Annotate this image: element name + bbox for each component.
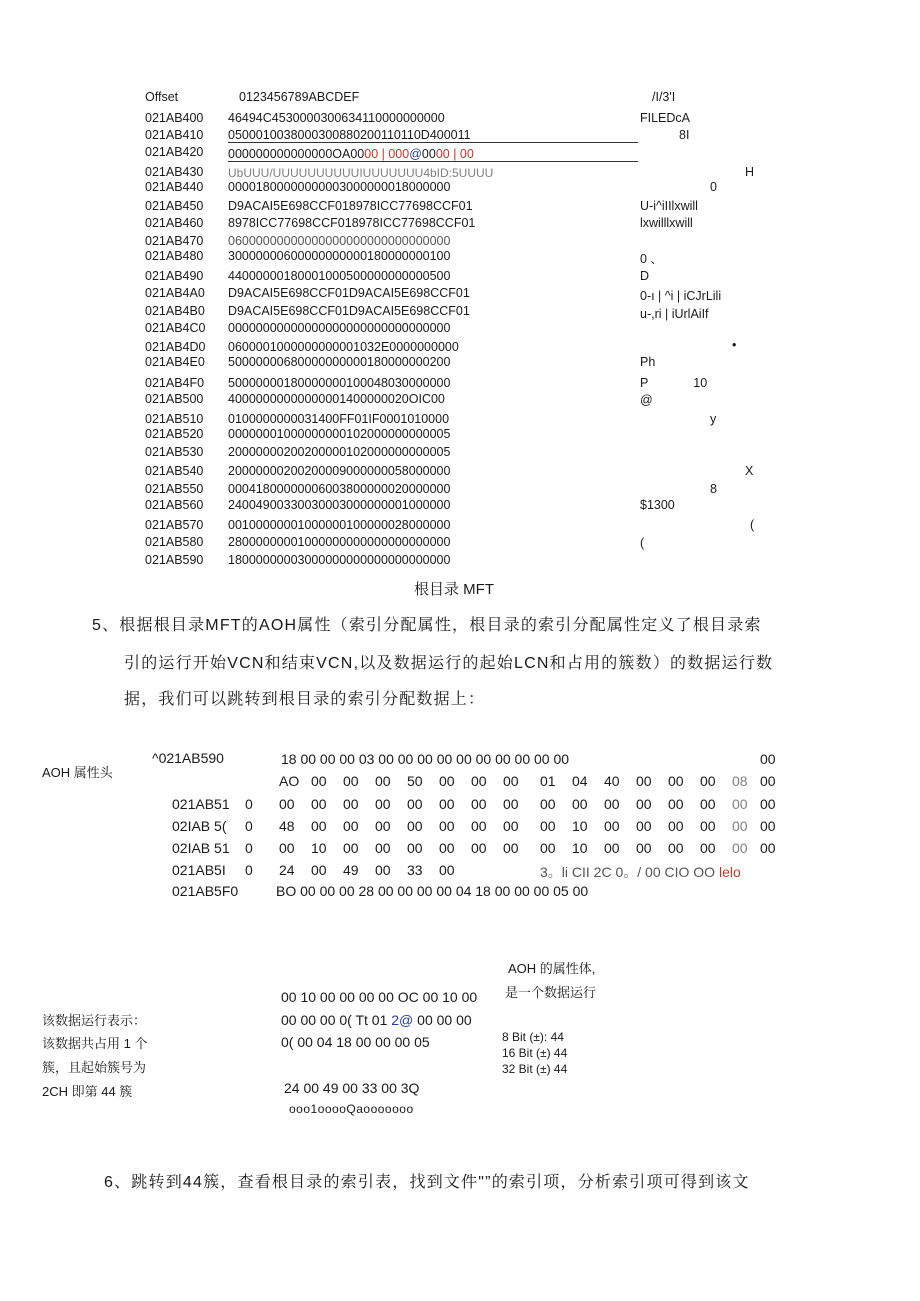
aoh-byte-cell: 00 xyxy=(604,796,620,812)
hex-row-ascii: ( xyxy=(640,536,645,550)
hex-row-address: 021AB460 xyxy=(145,216,204,230)
hex-row-address: 021AB500 xyxy=(145,392,204,406)
aoh-byte-cell: 00 xyxy=(540,818,556,834)
hex-row-bytes: 50000000180000000100048030000000 xyxy=(228,376,451,390)
hex-row-bytes: 00100000001000000100000028000000 xyxy=(228,518,451,532)
aoh-byte-cell: 00 xyxy=(279,840,295,856)
hex-row-ascii: lxwilllxwill xyxy=(640,216,693,230)
aoh-byte-cell: 00 xyxy=(503,818,519,834)
aoh-row-bytes: BO 00 00 00 28 00 00 00 00 04 18 00 00 00 05 00 xyxy=(276,883,589,899)
aoh-row-address: 021AB5I xyxy=(172,862,226,878)
hex-row-bytes: 00041800000006003800000020000000 xyxy=(228,482,451,496)
hex-row-bytes: 44000000180001000500000000000500 xyxy=(228,269,451,283)
aoh-byte-cell: 00 xyxy=(471,773,487,789)
bits-8-value: 8 Bit (±): 44 xyxy=(502,1030,564,1044)
datarun-explain-4: 2CH 即第 44 簇 xyxy=(42,1084,133,1099)
hex-segment-highlight: 00 | 00 xyxy=(435,147,474,161)
aoh-byte-cell: 01 xyxy=(540,773,556,789)
hex-row-address: 021AB560 xyxy=(145,498,204,512)
aoh-byte-cell: 00 xyxy=(732,840,748,856)
aoh-row-address: 021AB51 xyxy=(172,796,230,812)
hex-row-ascii: U-i^iIIlxwill xyxy=(640,199,698,213)
hex-row-bytes: 50000000680000000000180000000200 xyxy=(228,355,451,369)
datarun-line-1: 00 10 00 00 00 00 OC 00 10 00 xyxy=(281,989,478,1005)
hex-row-ascii: FILEDcA xyxy=(640,111,691,125)
aoh-byte-cell: 00 xyxy=(343,773,359,789)
aoh-byte-cell: 00 xyxy=(540,840,556,856)
aoh-byte-cell: 00 xyxy=(407,818,423,834)
aoh-row-address: ^021AB590 xyxy=(152,750,224,766)
hex-segment-at: @ xyxy=(409,147,422,161)
aoh-byte-cell: 00 xyxy=(439,818,455,834)
aoh-byte-cell: 00 xyxy=(343,840,359,856)
aoh-byte-cell: 10 xyxy=(311,840,327,856)
aoh-byte-cell: 00 xyxy=(540,796,556,812)
aoh-row-bytes: 18 00 00 00 03 00 00 00 00 00 00 00 00 00 00 xyxy=(281,751,570,767)
aoh-byte-cell: 00 xyxy=(700,773,716,789)
aoh-byte-cell: 00 xyxy=(604,818,620,834)
aoh-byte-cell: 00 xyxy=(668,796,684,812)
hex-row-bytes: 24004900330030003000000001000000 xyxy=(228,498,451,512)
hex-segment-highlight: 00 | 000 xyxy=(364,147,410,161)
aoh-byte-cell: 00 xyxy=(636,818,652,834)
aoh-byte-cell: 00 xyxy=(503,840,519,856)
hex-row-bytes: 06000000000000000000000000000000 xyxy=(228,234,451,248)
aoh-row-tail xyxy=(540,862,741,882)
aoh-byte-cell: 00 xyxy=(732,818,748,834)
hex-row-address: 021AB470 xyxy=(145,234,204,248)
hex-row-ascii: y xyxy=(710,412,717,426)
aoh-byte-cell: 00 xyxy=(471,796,487,812)
hex-row-bytes: 30000000600000000000180000000100 xyxy=(228,249,451,263)
aoh-byte-cell: 00 xyxy=(668,840,684,856)
hex-row-address: 021AB450 xyxy=(145,199,204,213)
hex-row-ascii: 8 xyxy=(710,482,717,496)
hex-row-ascii: • xyxy=(732,338,737,352)
hex-segment: 000000000000000OA00 xyxy=(228,147,365,161)
hex-row-bytes: 18000000003000000000000000000000 xyxy=(228,553,451,567)
hex-row-address: 021AB510 xyxy=(145,412,204,426)
aoh-byte-cell: 40 xyxy=(604,773,620,789)
aoh-byte-cell: 00 xyxy=(604,840,620,856)
hex-row-ascii: ( xyxy=(750,518,755,532)
aoh-byte-cell: 00 xyxy=(700,796,716,812)
hex-row-bytes: 20000000200200000102000000000005 xyxy=(228,445,451,459)
datarun-explain-3: 簇，且起始簇号为 xyxy=(42,1060,147,1075)
hex-row-address: 021AB520 xyxy=(145,427,204,441)
paragraph-5-line-1: 5、根据根目录MFT的AOH属性（索引分配属性，根目录的索引分配属性定义了根目录索 xyxy=(92,617,762,634)
hex-row-address: 021AB540 xyxy=(145,464,204,478)
hex-row-address: 021AB420 xyxy=(145,145,204,159)
hex-row-address: 021AB400 xyxy=(145,111,204,125)
hex-row-ascii: 0 、 xyxy=(640,252,663,266)
aoh-byte-cell: 48 xyxy=(279,818,295,834)
hex-row-bytes: 20000000200200009000000058000000 xyxy=(228,464,451,478)
aoh-byte-cell: 00 xyxy=(279,796,295,812)
aoh-byte-cell: 49 xyxy=(343,862,359,878)
hex-row-address: 021AB480 xyxy=(145,249,204,263)
aoh-body-note-2: 是一个数据运行 xyxy=(505,985,597,1000)
aoh-byte-cell: 00 xyxy=(732,796,748,812)
hex-row-ascii: D xyxy=(640,269,650,283)
aoh-byte-cell: 00 xyxy=(375,796,391,812)
hex-row-bytes: 40000000000000001400000020OIC00 xyxy=(228,392,445,406)
aoh-byte-cell: 10 xyxy=(572,818,588,834)
datarun-explain-2: 该数据共占用 1 个 xyxy=(42,1036,148,1051)
aoh-byte-cell: AO xyxy=(279,773,300,789)
aoh-byte-cell: 00 xyxy=(375,862,391,878)
paragraph-5-line-2: 引的运行开始VCN和结束VCN,以及数据运行的起始LCN和占用的簇数）的数据运行数 xyxy=(124,655,774,672)
hex-row-address: 021AB490 xyxy=(145,269,204,283)
paragraph-6-line-1: 6、跳转到44簇，查看根目录的索引表，找到文件"”的索引项，分析索引项可得到该文 xyxy=(104,1174,750,1191)
aoh-row-column: 0 xyxy=(245,818,253,834)
hex-row-ascii: 8I xyxy=(679,128,690,142)
aoh-byte-cell: 00 xyxy=(760,773,776,789)
aoh-row-tail-text: 3。li CII 2C 0。/ 00 CIO OO xyxy=(540,864,716,880)
aoh-byte-cell: 00 xyxy=(636,773,652,789)
aoh-byte-cell: 33 xyxy=(407,862,423,878)
hex-row-bytes: 8978ICC77698CCF018978ICC77698CCF01 xyxy=(228,216,476,230)
aoh-row-column: 0 xyxy=(245,840,253,856)
hex-row-bytes: D9ACAI5E698CCF01D9ACAI5E698CCF01 xyxy=(228,286,470,300)
hex-row-address: 021AB4F0 xyxy=(145,376,205,390)
hex-row-bytes: 0100000000031400FF01IF0001010000 xyxy=(228,412,450,426)
datarun-line-5: ooo1ooooQaooooooo xyxy=(289,1102,414,1116)
paragraph-5-line-3: 据，我们可以跳转到根目录的索引分配数据上： xyxy=(124,691,486,708)
aoh-row-address: 02IAB 51 xyxy=(172,840,230,856)
aoh-byte-cell: 00 xyxy=(439,773,455,789)
aoh-byte-cell: 00 xyxy=(343,796,359,812)
datarun-line-2-highlight: 2@ xyxy=(391,1012,414,1028)
hex-row-ascii: u-,ri | iUrlAiIf xyxy=(640,307,709,321)
aoh-byte-cell: 00 xyxy=(311,862,327,878)
hex-row-address: 021AB4A0 xyxy=(145,286,205,300)
hex-row-bytes: D9ACAI5E698CCF018978ICC77698CCF01 xyxy=(228,199,473,213)
hex-segment: 00 xyxy=(421,147,436,161)
aoh-byte-cell: 00 xyxy=(311,818,327,834)
aoh-byte-cell: 00 xyxy=(439,840,455,856)
hex-row-bytes: 0600001000000000001032E0000000000 xyxy=(228,340,459,354)
bits-32-value: 32 Bit (±) 44 xyxy=(502,1062,568,1076)
hex-row-ascii: X xyxy=(745,464,754,478)
aoh-byte-cell: 00 xyxy=(503,773,519,789)
hex-row-address: 021AB590 xyxy=(145,553,204,567)
aoh-byte-cell: 10 xyxy=(572,840,588,856)
figure-caption: 根目录 MFT xyxy=(414,581,494,598)
hexdump-ascii-header: /I/3'I xyxy=(652,90,676,104)
hex-row-address: 021AB4C0 xyxy=(145,321,206,335)
hex-row-bytes: 00000001000000000102000000000005 xyxy=(228,427,451,441)
hex-row-address: 021AB4D0 xyxy=(145,340,206,354)
aoh-byte-cell: 00 xyxy=(439,796,455,812)
aoh-byte-cell: 08 xyxy=(732,773,748,789)
hex-row-ascii: 0 xyxy=(710,180,717,194)
aoh-row-address: 021AB5F0 xyxy=(172,883,239,899)
aoh-byte-cell: 00 xyxy=(636,840,652,856)
hexdump-offset-header: Offset xyxy=(145,90,179,104)
aoh-row-column: 0 xyxy=(245,862,253,878)
hex-row-bytes: 0500010038000300880200110110D400011 xyxy=(228,128,638,143)
hex-row-bytes: 28000000001000000000000000000000 xyxy=(228,535,451,549)
aoh-byte-cell: 00 xyxy=(471,840,487,856)
aoh-byte-cell: 00 xyxy=(375,818,391,834)
aoh-byte-cell: 00 xyxy=(439,862,455,878)
aoh-byte-cell: 04 xyxy=(572,773,588,789)
hex-row-bytes: 00000000000000000000000000000000 xyxy=(228,321,451,335)
hex-row-bytes: 46494C4530000300634110000000000 xyxy=(228,111,445,125)
aoh-byte-cell: 00 xyxy=(760,818,776,834)
hex-row-ascii: Ph xyxy=(640,355,656,369)
hex-row-address: 021AB4B0 xyxy=(145,304,205,318)
datarun-line-2 xyxy=(281,1012,472,1028)
hex-row-bytes xyxy=(228,147,638,162)
bits-16-value: 16 Bit (±) 44 xyxy=(502,1046,568,1060)
aoh-byte-cell: 00 xyxy=(471,818,487,834)
datarun-line-2-c: 00 00 00 xyxy=(413,1012,472,1028)
hex-row-bytes: D9ACAI5E698CCF01D9ACAI5E698CCF01 xyxy=(228,304,470,318)
aoh-byte-cell: 00 xyxy=(760,840,776,856)
hex-row-ascii: H xyxy=(745,165,755,179)
aoh-byte-cell: 00 xyxy=(375,773,391,789)
hex-row-ascii: @ xyxy=(640,393,653,407)
hex-row-ascii: P 10 xyxy=(640,376,708,390)
hex-row-address: 021AB430 xyxy=(145,165,204,179)
hex-row-address: 021AB550 xyxy=(145,482,204,496)
hex-row-address: 021AB570 xyxy=(145,518,204,532)
aoh-row-tail-red: lelo xyxy=(718,864,741,880)
hex-row-address: 021AB4E0 xyxy=(145,355,205,369)
aoh-byte-cell: 00 xyxy=(668,818,684,834)
aoh-row-column: 0 xyxy=(245,796,253,812)
hex-row-address: 021AB440 xyxy=(145,180,204,194)
hex-row-ascii: $1300 xyxy=(640,498,675,512)
aoh-byte-cell: 00 xyxy=(407,840,423,856)
hex-row-ascii: 0-ı | ^i | iCJrLili xyxy=(640,289,722,303)
aoh-byte-cell: 00 xyxy=(311,773,327,789)
aoh-byte-cell: 00 xyxy=(668,773,684,789)
datarun-explain-1: 该数据运行表示： xyxy=(42,1013,147,1028)
aoh-body-note-1: AOH 的属性体, xyxy=(508,961,596,976)
aoh-byte-cell: 00 xyxy=(375,840,391,856)
aoh-byte-cell: 50 xyxy=(407,773,423,789)
datarun-line-2-a: 00 00 00 0( Tt 01 xyxy=(281,1012,392,1028)
hex-row-address: 021AB410 xyxy=(145,128,204,142)
hexdump-columns-header: 0123456789ABCDEF xyxy=(239,90,360,104)
hex-row-bytes: 00001800000000003000000018000000 xyxy=(228,180,451,194)
aoh-byte-cell: 00 xyxy=(700,840,716,856)
aoh-byte-cell: 00 xyxy=(636,796,652,812)
aoh-byte-cell: 00 xyxy=(311,796,327,812)
datarun-line-4: 24 00 49 00 33 00 3Q xyxy=(284,1080,420,1096)
aoh-byte-cell: 24 xyxy=(279,862,295,878)
aoh-byte-cell: 00 xyxy=(760,796,776,812)
aoh-byte-cell: 00 xyxy=(572,796,588,812)
hex-row-bytes: UbUUU/UUUUUUUUUUIUUUUUUU4bID:5UUUU xyxy=(228,166,494,180)
hex-row-address: 021AB580 xyxy=(145,535,204,549)
datarun-line-3: 0( 00 04 18 00 00 00 05 xyxy=(281,1034,430,1050)
aoh-row-bytes-tail: 00 xyxy=(760,751,776,767)
aoh-row-address: 02IAB 5( xyxy=(172,818,227,834)
aoh-byte-cell: 00 xyxy=(503,796,519,812)
aoh-byte-cell: 00 xyxy=(407,796,423,812)
hex-row-address: 021AB530 xyxy=(145,445,204,459)
aoh-byte-cell: 00 xyxy=(343,818,359,834)
aoh-header-label: AOH 属性头 xyxy=(42,765,113,780)
aoh-byte-cell: 00 xyxy=(700,818,716,834)
